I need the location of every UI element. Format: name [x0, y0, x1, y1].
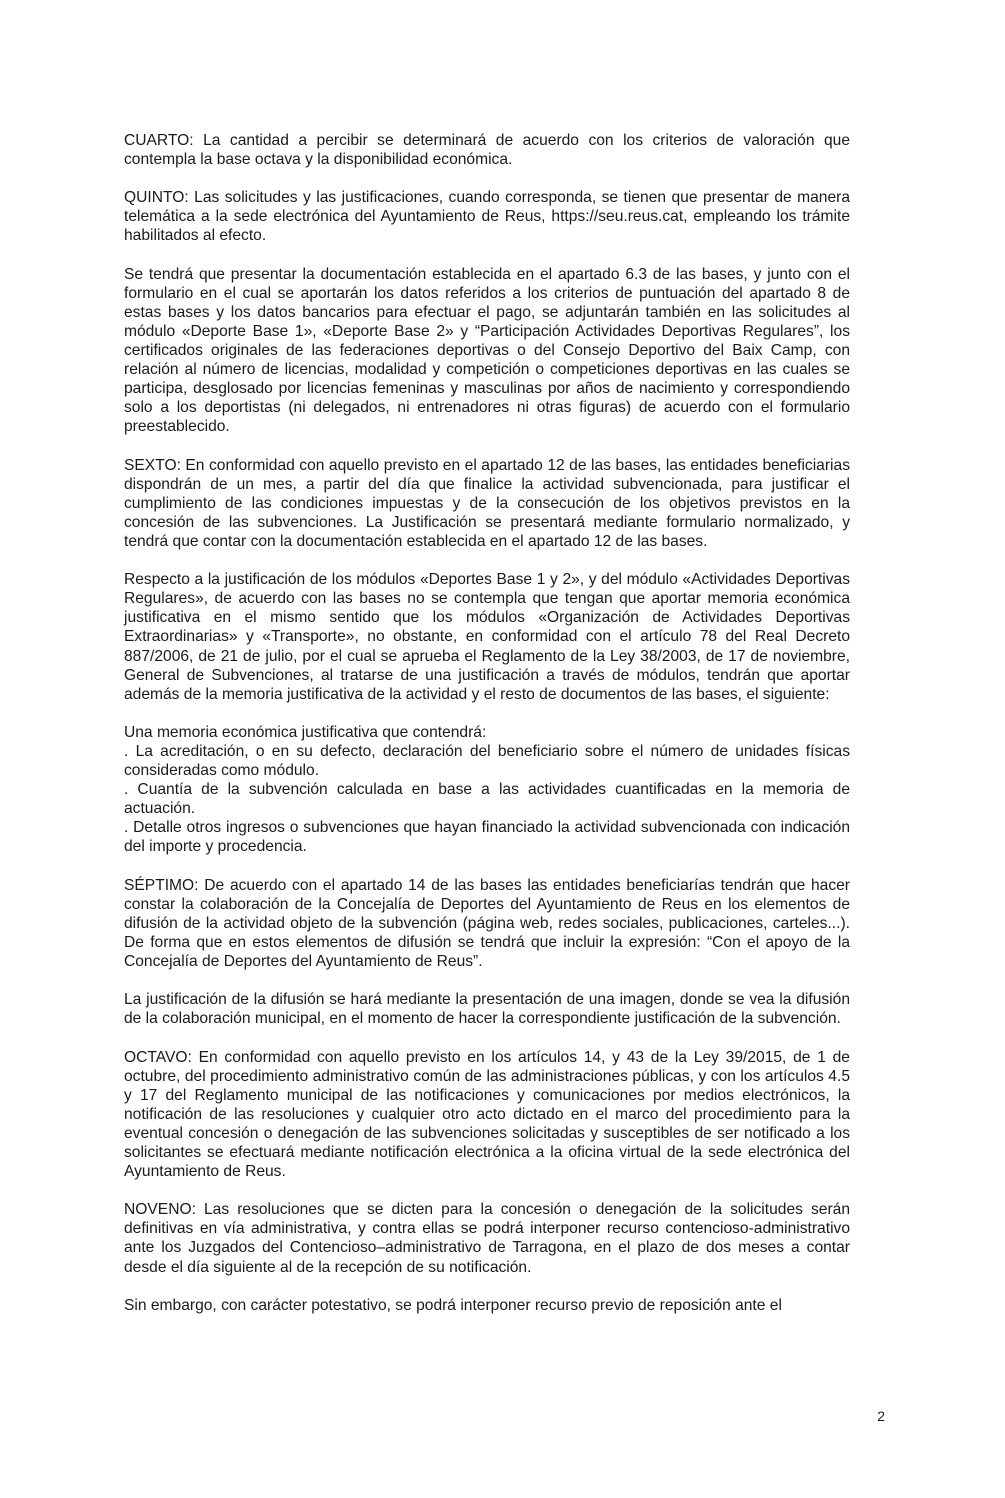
paragraph-noveno: NOVENO: Las resoluciones que se dicten para la concesión o denegación de la solicitudes serán definitivas en vía administrativa, y contra ellas se podrá interponer recurso contencioso-administrativo ante los Juzgados del Contencioso–administrativo de Tarragona, en el plazo de dos meses a contar desde el día siguiente al de la recepción de su notificación. [124, 1201, 850, 1276]
paragraph-justificacion-modulos: Respecto a la justificación de los módulos «Deportes Base 1 y 2», y del módulo «Actividades Deportivas Regulares», de acuerdo con las bases no se contempla que tengan que aportar memoria económica justificativa en el mismo sentido que los módulos «Organización de Actividades Deportivas Extraordinarias» y «Transporte», no obstante, en conformidad con el artículo 78 del Real Decreto 887/2006, de 21 de julio, por el cual se aprueba el Reglamento de la Ley 38/2003, de 17 de noviembre, General de Subvenciones, al tratarse de una justificación a través de módulos, tendrán que aportar además de la memoria justificativa de la actividad y el resto de documentos de las bases, el siguiente: [124, 571, 850, 703]
paragraph-difusion: La justificación de la difusión se hará mediante la presentación de una imagen, donde se vea la difusión de la colaboración municipal, en el momento de hacer la correspondiente justificación de la subvención. [124, 991, 850, 1028]
paragraph-cuarto: CUARTO: La cantidad a percibir se determinará de acuerdo con los criterios de valoración que contempla la base octava y la disponibilidad económica. [124, 132, 850, 169]
paragraph-reposicion: Sin embargo, con carácter potestativo, se podrá interponer recurso previo de reposición ante el [124, 1296, 782, 1314]
memoria-list [124, 723, 850, 857]
paragraph-octavo: OCTAVO: En conformidad con aquello previsto en los artículos 14, y 43 de la Ley 39/2015, de 1 de octubre, del procedimiento administrativo común de las administraciones públicas, y con los artículos 4.5 y 17 del Reglamento municipal de las notificaciones y comunicaciones por medios electrónicos, la notificación de las resoluciones y cualquier otro acto dictado en el marco del procedimiento para la eventual concesión o denegación de las subvenciones solicitadas y susceptibles de ser notificado a los solicitantes se efectuará mediante notificación electrónica a la oficina virtual de la sede electrónica del Ayuntamiento de Reus. [124, 1048, 850, 1181]
paragraph-sexto: SEXTO: En conformidad con aquello previsto en el apartado 12 de las bases, las entidades beneficiarias dispondrán de un mes, a partir del día que finalice la actividad subvencionada, para justificar el cumplimiento de las condiciones impuestas y de la consecución de los objetivos previstos en la concesión de las subvenciones. La Justificación se presentará mediante formulario normalizado, y tendrá que contar con la documentación establecida en el apartado 12 de las bases. [124, 456, 850, 550]
memoria-item: . Detalle otros ingresos o subvenciones que hayan financiado la actividad subvencionada con indicación del importe y procedencia. [124, 819, 850, 856]
paragraph-septimo: SÉPTIMO: De acuerdo con el apartado 14 de las bases las entidades beneficiarías tendrán que hacer constar la colaboración de la Concejalía de Deportes del Ayuntamiento de Reus en los elementos de difusión de la actividad objeto de la subvención (página web, redes sociales, publicaciones, carteles...). De forma que en estos elementos de difusión se tendrá que incluir la expresión: “Con el apoyo de la Concejalía de Deportes del Ayuntamiento de Reus”. [124, 876, 850, 971]
page-number: 2 [877, 1408, 885, 1424]
memoria-intro: Una memoria económica justificativa que contendrá: [124, 723, 487, 741]
paragraph-quinto: QUINTO: Las solicitudes y las justificaciones, cuando corresponda, se tienen que presentar de manera telemática a la sede electrónica del Ayuntamiento de Reus, https://seu.reus.cat, empleando los trámite habilitados al efecto. [124, 189, 850, 245]
document-body [124, 131, 850, 1334]
paragraph-documentacion: Se tendrá que presentar la documentación establecida en el apartado 6.3 de las bases, y junto con el formulario en el cual se aportarán los datos referidos a los criterios de puntuación del apartado 8 de estas bases y los datos bancarios para efectuar el pago, se adjuntarán también en las solicitudes al módulo «Deporte Base 1», «Deporte Base 2» y “Participación Actividades Deportivas Regulares”, los certificados originales de las federaciones deportivas o del Consejo Deportivo del Baix Camp, con relación al número de licencias, modalidad y competición o competiciones deportivas en las cuales se participa, desglosado por licencias femeninas y masculinas por años de nacimiento y correspondiendo solo a los deportistas (ni delegados, ni entrenadores ni otras figuras) de acuerdo con el formulario preestablecido. [124, 265, 850, 436]
memoria-item: . Cuantía de la subvención calculada en base a las actividades cuantificadas en la memoria de actuación. [124, 781, 850, 818]
memoria-item: . La acreditación, o en su defecto, declaración del beneficiario sobre el número de unidades físicas consideradas como módulo. [124, 743, 850, 780]
